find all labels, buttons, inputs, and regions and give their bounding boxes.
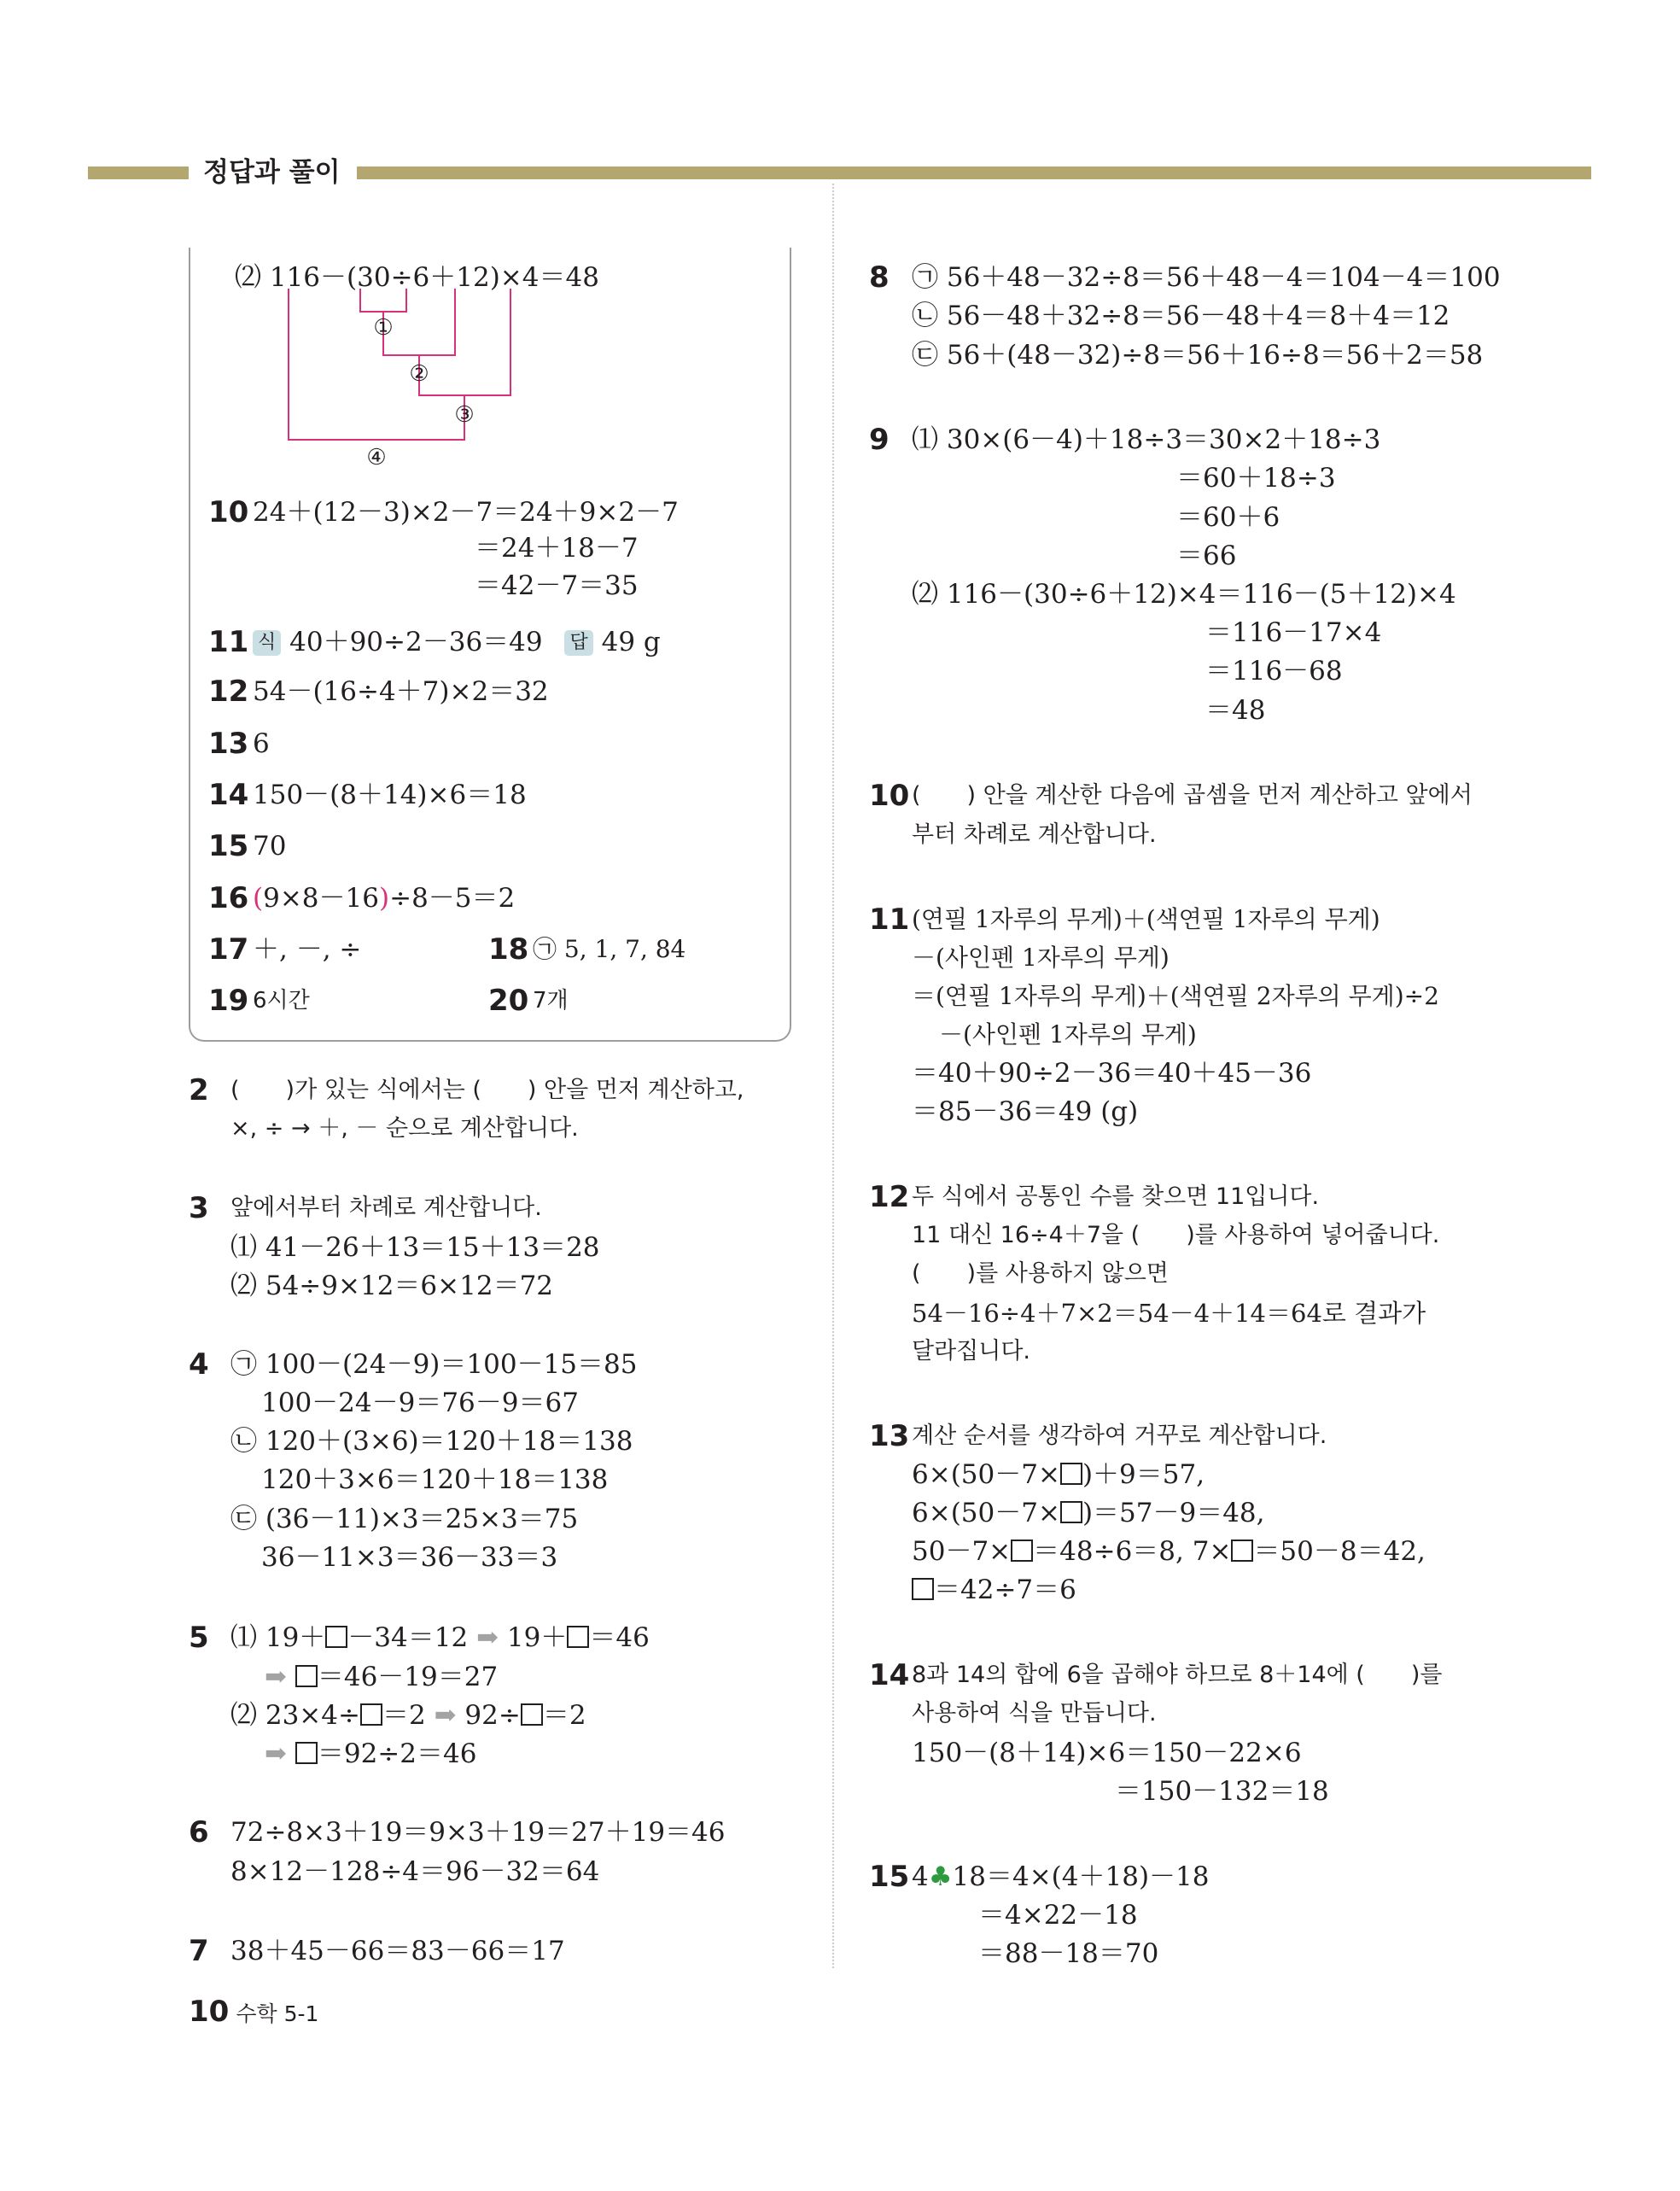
order-tree-diagram <box>0 0 598 478</box>
box-q10-line: ＝42－7＝35 <box>475 570 639 601</box>
q9-line: ＝48 <box>1205 695 1266 726</box>
box-q15-number: 15 <box>208 829 249 863</box>
q9-line: ＝116－68 <box>1205 656 1343 687</box>
page-footer <box>189 1995 318 2029</box>
q5-text: 92÷ <box>456 1700 521 1731</box>
q11-line: (연필 1자루의 무게)＋(색연필 1자루의 무게) <box>912 905 1380 933</box>
box-q20-answer: 7개 <box>533 988 569 1014</box>
q13-line-5 <box>912 1571 1076 1609</box>
box-q10-number: 10 <box>208 495 249 529</box>
blank-box <box>1011 1540 1033 1562</box>
column-divider <box>832 184 834 1968</box>
q13-text: 50－7× <box>912 1536 1012 1567</box>
q12-line: 54－16÷4＋7×2＝54－4＋14＝64로 결과가 <box>912 1299 1426 1328</box>
q12-line: 달라집니다. <box>912 1338 1030 1364</box>
blank-box <box>912 1578 934 1600</box>
q8-line: ㉢ 56＋(48－32)÷8＝56＋16÷8＝56＋2＝58 <box>912 340 1484 371</box>
q11-line: －(사인펜 1자루의 무게) <box>939 1020 1197 1049</box>
q10-line: ( ) 안을 계산한 다음에 곱셈을 먼저 계산하고 앞에서 <box>912 782 1473 809</box>
q4-line: ㉡ 120＋(3×6)＝120＋18＝138 <box>230 1426 633 1457</box>
tree-label-1: ① <box>373 315 394 341</box>
q5-text: ⑵ 23×4÷ <box>230 1700 360 1731</box>
q9-number: 9 <box>869 423 890 457</box>
pink-open-paren: ( <box>253 883 264 914</box>
box-q20-number: 20 <box>488 984 529 1018</box>
box-q11-line <box>253 623 661 661</box>
q5-text: ＝46－19＝27 <box>317 1662 499 1692</box>
q11-number: 11 <box>869 903 910 937</box>
q9-line: ⑴ 30×(6－4)＋18÷3＝30×2＋18÷3 <box>912 424 1381 455</box>
q13-line-4 <box>912 1533 1426 1570</box>
tree-line-2 <box>383 289 455 355</box>
q15-line: ＝4×22－18 <box>978 1900 1138 1931</box>
q7-number: 7 <box>189 1934 209 1968</box>
q13-text: ＝42÷7＝6 <box>934 1575 1076 1605</box>
q15-line-1 <box>912 1858 1209 1896</box>
q10-line: 부터 차례로 계산합니다. <box>912 821 1157 848</box>
box-q16-number: 16 <box>208 881 249 915</box>
blank-box <box>360 1703 382 1726</box>
right-arrow-icon: ➡ <box>434 1700 457 1731</box>
q5-line-3 <box>230 1697 586 1734</box>
q12-number: 12 <box>869 1180 910 1214</box>
box-q12-number: 12 <box>208 675 249 709</box>
box-q11-expression: 40＋90÷2－36＝49 <box>289 627 543 657</box>
q9-line: ＝116－17×4 <box>1205 617 1382 648</box>
blank-box <box>1231 1540 1253 1562</box>
q6-line: 8×12－128÷4＝96－32＝64 <box>230 1856 600 1887</box>
page-header-title: 정답과 풀이 <box>203 157 341 188</box>
q9-line: ＝60＋18÷3 <box>1176 463 1336 494</box>
q5-text: ＝46 <box>589 1622 650 1653</box>
box-q17-answer: ＋, －, ÷ <box>253 934 362 965</box>
tree-line-3 <box>419 289 510 395</box>
q8-number: 8 <box>869 260 890 295</box>
right-arrow-icon: ➡ <box>265 1662 287 1692</box>
q8-line: ㉡ 56－48＋32÷8＝56－48＋4＝8＋4＝12 <box>912 301 1450 331</box>
blank-box <box>567 1626 589 1648</box>
blank-box <box>295 1742 318 1764</box>
box-q13-number: 13 <box>208 727 249 761</box>
q3-line: ⑴ 41－26＋13＝15＋13＝28 <box>230 1232 600 1263</box>
q2-line: ×, ÷ → ＋, － 순으로 계산합니다. <box>230 1115 579 1142</box>
blank-box <box>1060 1463 1082 1485</box>
subject-label: 수학 5-1 <box>236 2001 319 2026</box>
page-number: 10 <box>189 1995 230 2029</box>
q13-text: 6×(50－7× <box>912 1459 1060 1490</box>
q2-line: ( )가 있는 식에서는 ( ) 안을 먼저 계산하고, <box>230 1077 744 1103</box>
q5-line-4 <box>265 1735 476 1773</box>
q5-line-2 <box>265 1658 498 1696</box>
q15-text: 4 <box>912 1861 929 1892</box>
box-q13-answer: 6 <box>253 728 270 759</box>
q5-text: ＝2 <box>542 1700 586 1731</box>
q12-line: ( )를 사용하지 않으면 <box>912 1260 1169 1287</box>
tree-line-1 <box>360 289 406 312</box>
q7-line: 38＋45－66＝83－66＝17 <box>230 1936 565 1966</box>
club-icon: ♣ <box>928 1861 953 1892</box>
q12-line: 11 대신 16÷4＋7을 ( )를 사용하여 넣어줍니다. <box>912 1222 1440 1248</box>
box-q11-answer: 49 g <box>601 627 661 657</box>
q15-number: 15 <box>869 1860 910 1894</box>
q9-line: ⑵ 116－(30÷6＋12)×4＝116－(5＋12)×4 <box>912 579 1456 610</box>
q5-text: 19＋ <box>499 1622 568 1653</box>
blank-box <box>295 1665 318 1687</box>
q3-line: ⑵ 54÷9×12＝6×12＝72 <box>230 1271 554 1301</box>
q13-line-2 <box>912 1456 1205 1493</box>
q3-number: 3 <box>189 1191 209 1225</box>
box-q9-2-expression: ⑵ 116－(30÷6＋12)×4＝48 <box>235 262 599 293</box>
q4-number: 4 <box>189 1347 209 1382</box>
q15-line: ＝88－18＝70 <box>978 1938 1159 1969</box>
q9-line: ＝66 <box>1176 540 1237 571</box>
box-q11-number: 11 <box>208 625 249 659</box>
q11-line: ＝40＋90÷2－36＝40＋45－36 <box>912 1058 1312 1089</box>
answer-tag: 답 <box>564 630 592 656</box>
q14-number: 14 <box>869 1658 910 1692</box>
q13-text: )＋9＝57, <box>1082 1459 1205 1490</box>
q13-number: 13 <box>869 1419 910 1453</box>
q4-line: ㉠ 100－(24－9)＝100－15＝85 <box>230 1349 638 1380</box>
q5-number: 5 <box>189 1621 209 1655</box>
right-arrow-icon: ➡ <box>476 1622 499 1653</box>
q8-line: ㉠ 56＋48－32÷8＝56＋48－4＝104－4＝100 <box>912 262 1501 293</box>
q11-line: －(사인펜 1자루의 무게) <box>912 944 1170 972</box>
q14-line: 8과 14의 합에 6을 곱해야 하므로 8＋14에 ( )를 <box>912 1662 1443 1688</box>
q13-text: ＝48÷6＝8, 7× <box>1033 1536 1232 1567</box>
q11-line: ＝85－36＝49 (g) <box>912 1096 1139 1127</box>
q6-number: 6 <box>189 1815 209 1849</box>
q11-line: ＝(연필 1자루의 무게)＋(색연필 2자루의 무게)÷2 <box>912 982 1439 1010</box>
blank-box <box>521 1703 543 1726</box>
q13-text: )＝57－9＝48, <box>1082 1498 1265 1528</box>
expression-tag: 식 <box>253 630 281 656</box>
box-q19-number: 19 <box>208 984 249 1018</box>
q6-line: 72÷8×3＋19＝9×3＋19＝27＋19＝46 <box>230 1817 726 1848</box>
q5-text: ＝2 <box>382 1700 426 1731</box>
q14-line: ＝150－132＝18 <box>1115 1776 1329 1807</box>
q10-number: 10 <box>869 779 910 813</box>
q4-line: 36－11×3＝36－33＝3 <box>261 1542 558 1573</box>
box-q14-number: 14 <box>208 778 249 812</box>
q16-rest: ÷8－5＝2 <box>389 883 516 914</box>
q4-line: 120＋3×6＝120＋18＝138 <box>261 1464 609 1495</box>
q12-line: 두 식에서 공통인 수를 찾으면 11입니다. <box>912 1183 1320 1210</box>
q5-text: －34＝12 <box>347 1622 469 1653</box>
q5-text: ＝92÷2＝46 <box>317 1738 477 1769</box>
q9-line: ＝60＋6 <box>1176 502 1280 533</box>
q15-text: 18＝4×(4＋18)－18 <box>952 1861 1210 1892</box>
pink-close-paren: ) <box>378 883 390 914</box>
q14-line: 150－(8＋14)×6＝150－22×6 <box>912 1738 1302 1768</box>
q2-number: 2 <box>189 1073 209 1107</box>
q13-text: 6×(50－7× <box>912 1498 1060 1528</box>
box-q19-answer: 6시간 <box>253 988 310 1014</box>
tree-label-3: ③ <box>454 402 475 428</box>
q14-line: 사용하여 식을 만듭니다. <box>912 1700 1157 1727</box>
q13-text: ＝50－8＝42, <box>1253 1536 1426 1567</box>
tree-label-4: ④ <box>366 445 387 470</box>
right-arrow-icon: ➡ <box>265 1738 287 1769</box>
blank-box <box>1060 1501 1082 1523</box>
box-q18-number: 18 <box>488 932 529 967</box>
q3-line: 앞에서부터 차례로 계산합니다. <box>230 1195 542 1221</box>
q13-line-3 <box>912 1494 1265 1532</box>
q5-line-1 <box>230 1619 650 1656</box>
q5-text: ⑴ 19＋ <box>230 1622 326 1653</box>
box-q18-answer: ㉠ 5, 1, 7, 84 <box>533 935 686 963</box>
box-q14-answer: 150－(8＋14)×6＝18 <box>253 780 527 810</box>
box-q12-answer: 54－(16÷4＋7)×2＝32 <box>253 676 549 707</box>
box-q16-answer <box>253 879 515 917</box>
q4-line: ㉢ (36－11)×3＝25×3＝75 <box>230 1504 579 1534</box>
q13-line: 계산 순서를 생각하여 거꾸로 계산합니다. <box>912 1423 1327 1449</box>
q4-line: 100－24－9＝76－9＝67 <box>261 1388 579 1418</box>
box-q17-number: 17 <box>208 932 249 967</box>
blank-box <box>325 1626 347 1648</box>
box-q15-answer: 70 <box>253 831 287 862</box>
q16-inner: 9×8－16 <box>263 883 379 914</box>
box-q10-line: 24＋(12－3)×2－7＝24＋9×2－7 <box>253 497 679 528</box>
tree-label-2: ② <box>409 361 429 387</box>
box-q10-line: ＝24＋18－7 <box>475 533 639 564</box>
